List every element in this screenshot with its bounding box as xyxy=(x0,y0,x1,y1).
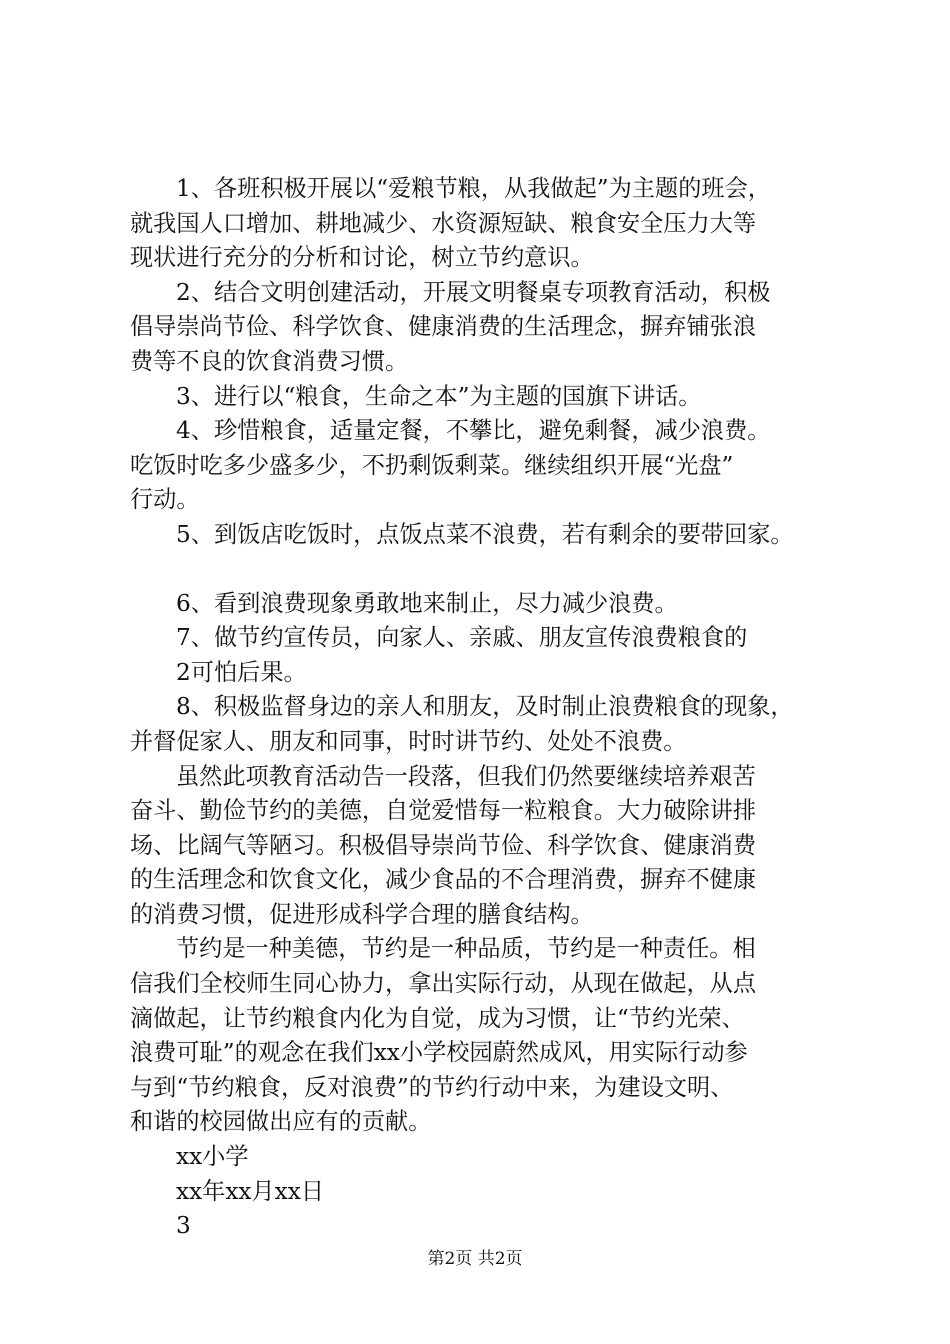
signature-school: xx小学 xyxy=(176,1143,249,1171)
text-line: 场、比阔气等陋习。积极倡导崇尚节俭、科学饮食、健康消费 xyxy=(130,831,757,859)
text-line: 的生活理念和饮食文化，减少食品的不合理消费，摒弃不健康 xyxy=(130,866,757,894)
text-line: 吃饭时吃多少盛多少，不扔剩饭剩菜。继续组织开展“光盘” xyxy=(130,451,734,479)
text-line: 就我国人口增加、耕地减少、水资源短缺、粮食安全压力大等 xyxy=(130,209,757,237)
text-line: 倡导崇尚节俭、科学饮食、健康消费的生活理念，摒弃铺张浪 xyxy=(130,313,757,341)
text-line: 奋斗、勤俭节约的美德，自觉爱惜每一粒粮食。大力破除讲排 xyxy=(130,797,757,825)
blank-line xyxy=(130,553,830,587)
text-line: 3、进行以“粮食，生命之本”为主题的国旗下讲话。 xyxy=(176,382,702,410)
text-line: 浪费可耻”的观念在我们xx小学校园蔚然成风，用实际行动参 xyxy=(130,1039,748,1067)
text-line: 7、做节约宣传员，向家人、亲戚、朋友宣传浪费粮食的 xyxy=(176,624,748,652)
signature-date: xx年xx月xx日 xyxy=(176,1177,325,1205)
text-line: 的消费习惯，促进形成科学合理的膳食结构。 xyxy=(130,900,594,928)
text-line: 2可怕后果。 xyxy=(176,658,307,686)
text-line: 信我们全校师生同心协力，拿出实际行动，从现在做起，从点 xyxy=(130,970,757,998)
text-line: 虽然此项教育活动告一段落，但我们仍然要继续培养艰苦 xyxy=(176,762,756,790)
text-line: 费等不良的饮食消费习惯。 xyxy=(130,347,409,375)
document-body xyxy=(130,172,830,1244)
text-line: 滴做起，让节约粮食内化为自觉，成为习惯，让“节约光荣、 xyxy=(130,1004,745,1032)
text-line: 3 xyxy=(176,1212,191,1240)
text-line: 1、各班积极开展以“爱粮节粮，从我做起”为主题的班会， xyxy=(176,175,771,202)
text-line: 和谐的校园做出应有的贡献。 xyxy=(130,1108,432,1136)
text-line: 行动。 xyxy=(130,486,200,514)
text-line: 8、积极监督身边的亲人和朋友，及时制止浪费粮食的现象， xyxy=(176,693,794,721)
text-line: 现状进行充分的分析和讨论，树立节约意识。 xyxy=(130,244,594,272)
text-line: 并督促家人、朋友和同事，时时讲节约、处处不浪费。 xyxy=(130,727,687,755)
page-number-footer: 第2页 共2页 xyxy=(427,1249,523,1269)
text-line: 6、看到浪费现象勇敢地来制止，尽力减少浪费。 xyxy=(176,589,678,617)
text-line: 2、结合文明创建活动，开展文明餐桌专项教育活动，积极 xyxy=(176,278,771,306)
text-line: 与到“节约粮食，反对浪费”的节约行动中来，为建设文明、 xyxy=(130,1073,734,1101)
text-line: 5、到饭店吃饭时，点饭点菜不浪费，若有剩余的要带回家。 xyxy=(176,520,794,548)
text-line: 4、珍惜粮食，适量定餐，不攀比，避免剩餐，减少浪费。 xyxy=(176,417,771,445)
text-line: 节约是一种美德，节约是一种品质，节约是一种责任。相 xyxy=(176,935,756,963)
